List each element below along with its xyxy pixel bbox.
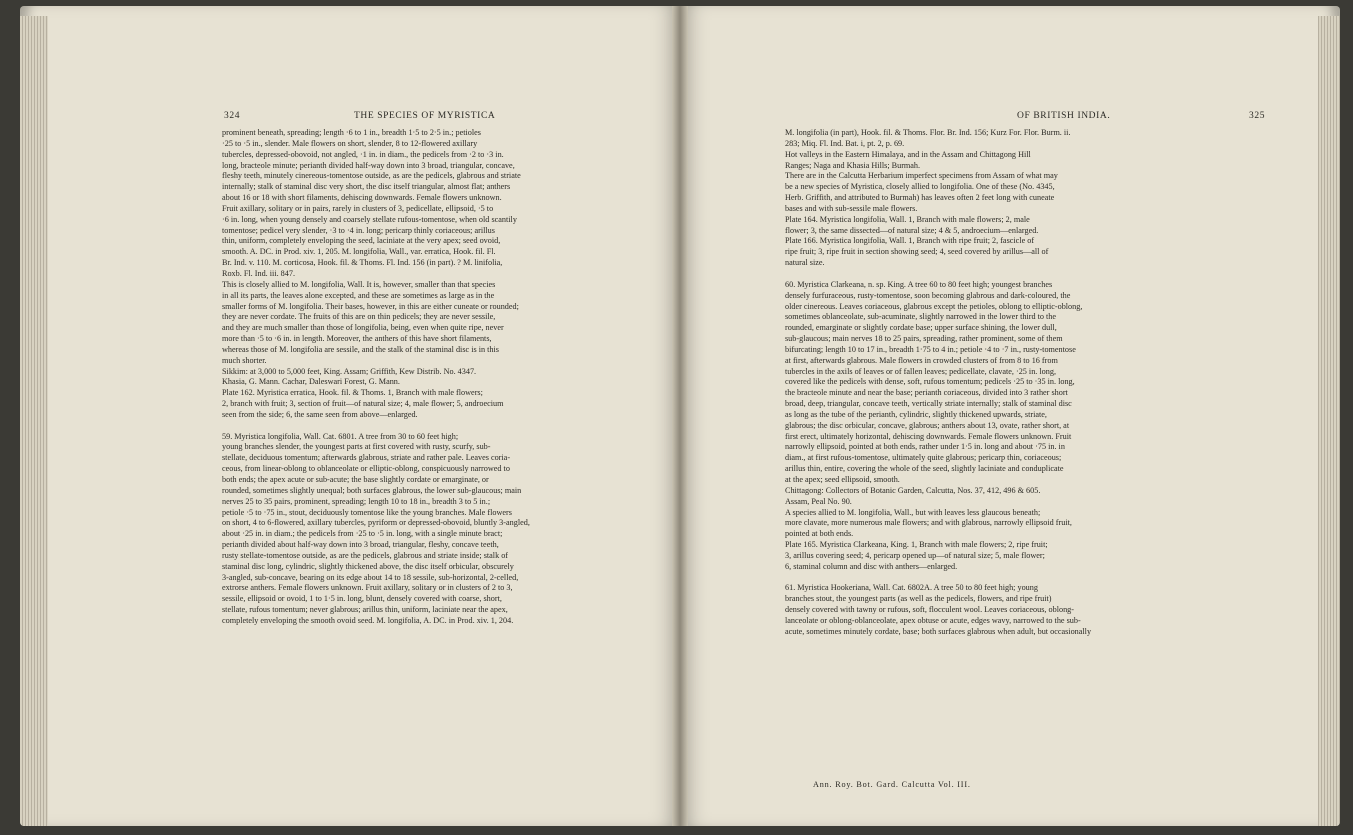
text-line: smaller forms of M. longifolia. Their bases, however, in this are either cuneate or rounded;: [222, 301, 519, 311]
text-line: staminal disc long, cylindric, slightly thickened above, the disc itself orbicular, obscurely: [222, 561, 514, 571]
text-line: both ends; the apex acute or sub-acute; the base slightly cordate or emarginate, or: [222, 475, 489, 484]
text-line: Hot valleys in the Eastern Himalaya, and in the Assam and Chittagong Hill: [785, 149, 1031, 159]
text-line: bifurcating; length 10 to 17 in., breadth 1·75 to 4 in.; petiole ·4 to ·7 in., rusty-tomentose: [785, 344, 1076, 354]
text-line: at the apex; seed ellipsoid, smooth.: [785, 475, 900, 484]
text-line: be a new species of Myristica, closely allied to longifolia. One of these (No. 4345,: [785, 182, 1055, 192]
text-line: Ranges; Naga and Khasia Hills; Burmah.: [785, 160, 921, 170]
text-line: bases and with sub-sessile male flowers.: [785, 203, 918, 213]
text-line: broad, deep, triangular, concave teeth, vertically striate internally; stalk of staminal disc: [785, 399, 1072, 409]
text-line: densely furfuraceous, rusty-tomentose, soon becoming glabrous and dark-coloured, the: [785, 290, 1071, 300]
text-line: rounded, emarginate or slightly cordate base; upper surface shining, the lower dull,: [785, 323, 1057, 333]
text-line: There are in the Calcutta Herbarium imperfect specimens from Assam of what may: [785, 171, 1058, 181]
text-line: nerves 25 to 35 pairs, prominent, spreading; length 10 to 18 in., breadth 3 to 5 in.;: [222, 496, 491, 506]
text-line: stellate, deciduous tomentum; afterwards glabrous, striate and rather pale. Leaves coria-: [222, 453, 511, 463]
text-line: at first, afterwards glabrous. Male flowers in crowded clusters of from 8 to 16 from: [785, 355, 1058, 365]
book-gutter: [672, 6, 688, 826]
text-line: natural size.: [785, 258, 825, 268]
text-line: internally; stalk of staminal disc very short, the disc itself triangular, almost flat; anthers: [222, 182, 511, 192]
text-line: narrowly ellipsoid, pointed at both ends, rather under 1·5 in. long and about ·75 in. in: [785, 442, 1065, 452]
text-line: tubercles, depressed-obovoid, not angled, ·1 in. in diam., the pedicels from ·2 to ·3 in.: [222, 149, 504, 159]
text-line: in all its parts, the leaves alone excepted, and these are sometimes as large as in the: [222, 290, 495, 300]
text-line: thin, uniform, completely enveloping the seed, laciniate at the very apex; seed ovoid,: [222, 236, 501, 246]
text-line: flower; 3, the same dissected—of natural size; 4 & 5, androecium—enlarged.: [785, 225, 1039, 235]
text-line: 2, branch with fruit; 3, section of fruit—of natural size; 4, male flower; 5, androecium: [222, 399, 504, 409]
text-line: whereas those of M. longifolia are sessile, and the stalk of the staminal disc is in this: [222, 344, 499, 354]
text-line: 59. Myristica longifolia, Wall. Cat. 6801. A tree from 30 to 60 feet high;: [222, 431, 459, 441]
text-line: about 16 or 18 with short filaments, dehiscing downwards. Female flowers unknown.: [222, 193, 502, 203]
left-page-edges: [20, 16, 48, 826]
text-line: Plate 164. Myristica longifolia, Wall. 1, Branch with male flowers; 2, male: [785, 214, 1030, 224]
text-line: densely covered with tawny or rufous, soft, flocculent wool. Leaves coriaceous, oblong-: [785, 605, 1074, 615]
text-line: fleshy teeth, minutely cinereous-tomentose outside, as are the pedicels, glabrous and striate: [222, 171, 521, 181]
text-line: older cinereous. Leaves coriaceous, glabrous except the petioles, oblong to elliptic-oblong,: [785, 301, 1083, 311]
right-running-title: OF BRITISH INDIA.: [1017, 111, 1111, 121]
text-line: [222, 421, 670, 432]
text-line: ceous, from linear-oblong to oblanceolate or elliptic-oblong, conspicuously narrowed to: [222, 464, 510, 474]
text-line: extrorse anthers. Female flowers unknown. Fruit axillary, solitary or in clusters of 2 to 3,: [222, 583, 513, 593]
text-line: stellate, rufous tomentum; never glabrous; arillus thin, uniform, laciniate near the apex,: [222, 605, 508, 615]
text-line: smooth. A. DC. in Prod. xiv. 1, 205. M. longifolia, Wall., var. erratica, Hook. fil. Fl.: [222, 247, 496, 257]
text-line: M. longifolia (in part), Hook. fil. & Thoms. Flor. Br. Ind. 156; Kurz For. Flor. Burm. ii.: [785, 128, 1071, 137]
text-line: rounded, sometimes slightly unequal; both surfaces glabrous, the lower sub-glaucous; main: [222, 485, 522, 495]
text-line: ·6 in. long, when young densely and coarsely stellate rufous-tomentose, when old scantily: [222, 214, 517, 224]
text-line: prominent beneath, spreading; length ·6 to 1 in., breadth 1·5 to 2·5 in.; petioles: [222, 128, 481, 137]
text-line: perianth divided about half-way down into 3 broad, triangular, fleshy, concave teeth,: [222, 540, 499, 550]
text-line: Plate 162. Myristica erratica, Hook. fil. & Thoms. 1, Branch with male flowers;: [222, 388, 483, 398]
text-line: sessile, ellipsoid or ovoid, 1 to 1·5 in. long, blunt, densely covered with coarse, short,: [222, 594, 502, 604]
text-line: Plate 165. Myristica Clarkeana, King. 1, Branch with male flowers; 2, ripe fruit;: [785, 540, 1048, 550]
text-line: 283; Miq. Fl. Ind. Bat. i, pt. 2, p. 69.: [785, 138, 905, 148]
left-running-title: THE SPECIES OF MYRISTICA: [354, 111, 496, 121]
text-line: acute, sometimes minutely cordate, base; both surfaces glabrous when adult, but occasionally: [785, 626, 1092, 636]
text-line: ripe fruit; 3, ripe fruit in section showing seed; 4, seed covered by arillus—all of: [785, 247, 1049, 257]
text-line: Herb. Griffith, and attributed to Burmah) has leaves often 2 feet long with cuneate: [785, 193, 1055, 203]
text-line: and they are much smaller than those of longifolia, being, even when quite ripe, never: [222, 323, 504, 333]
text-line: arillus thin, entire, covering the whole of the seed, slightly laciniate and conduplicate: [785, 464, 1064, 474]
text-line: more than ·5 to ·6 in. in length. Moreover, the anthers of this have short filaments,: [222, 334, 492, 344]
text-line: This is closely allied to M. longifolia, Wall. It is, however, smaller than that species: [222, 279, 496, 289]
text-line: Sikkim: at 3,000 to 5,000 feet, King. Assam; Griffith, Kew Distrib. No. 4347.: [222, 366, 477, 376]
text-line: first erect, ultimately horizontal, dehiscing downwards. Female flowers unknown. Fruit: [785, 431, 1072, 441]
left-page-number: 324: [224, 111, 241, 121]
text-line: 3, arillus covering seed; 4, pericarp opened up—of natural size; 5, male flower;: [785, 550, 1045, 560]
text-line: tomentose; pedicel very slender, ·3 to ·4 in. long; pericarp thinly coriaceous; arillus: [222, 225, 495, 235]
journal-footer: Ann. Roy. Bot. Gard. Calcutta Vol. III.: [813, 780, 971, 789]
text-line: [785, 573, 1269, 584]
text-line: about ·25 in. in diam.; the pedicels from ·25 to ·5 in. long, with a single minute bract;: [222, 529, 503, 539]
text-line: sometimes oblanceolate, sub-acuminate, slightly narrowed in the lower third to the: [785, 312, 1057, 322]
text-line: Plate 166. Myristica longifolia, Wall. 1, Branch with ripe fruit; 2, fascicle of: [785, 236, 1035, 246]
text-line: 61. Myristica Hookeriana, Wall. Cat. 6802A. A tree 50 to 80 feet high; young: [785, 583, 1038, 593]
text-line: long, bracteole minute; perianth divided half-way down into 3 broad, triangular, concave,: [222, 160, 515, 170]
text-line: rusty stellate-tomentose outside, as are the pedicels, glabrous and striate inside; stalk of: [222, 550, 509, 560]
text-line: completely enveloping the smooth ovoid seed. M. longifolia, A. DC. in Prod. xiv. 1, 204.: [222, 615, 514, 625]
text-line: tubercles in the axils of leaves or of fallen leaves; pedicellate, clavate, ·25 in. long,: [785, 366, 1056, 376]
text-line: more clavate, more numerous male flowers; and with glabrous, narrowly ellipsoid fruit,: [785, 518, 1072, 528]
text-line: much shorter.: [222, 355, 267, 365]
text-line: sub-glaucous; main nerves 18 to 25 pairs, spreading, rather prominent, some of them: [785, 334, 1063, 344]
right-page: [680, 6, 1340, 826]
left-page: [20, 6, 680, 826]
text-line: Fruit axillary, solitary or in pairs, rarely in clusters of 3, pedicellate, ellipsoid, ·5 to: [222, 203, 494, 213]
text-line: lanceolate or oblong-oblanceolate, apex obtuse or acute, edges wavy, narrowed to the sub-: [785, 615, 1081, 625]
text-line: Khasia, G. Mann. Cachar, Daleswari Forest, G. Mann.: [222, 377, 400, 387]
text-line: Chittagong: Collectors of Botanic Garden, Calcutta, Nos. 37, 412, 496 & 605.: [785, 485, 1041, 495]
text-line: they are never cordate. The fruits of this are on thin pedicels; they are never sessile,: [222, 312, 496, 322]
text-line: A species allied to M. longifolia, Wall., but with leaves less glaucous beneath;: [785, 507, 1041, 517]
text-line: branches stout, the youngest parts (as well as the pedicels, flowers, and ripe fruit): [785, 594, 1052, 604]
left-body-text: [222, 128, 670, 627]
text-line: 3-angled, sub-concave, bearing on its edge about 14 to 18 sessile, sub-horizontal, 2-celled,: [222, 572, 519, 582]
right-page-edges: [1318, 16, 1340, 826]
text-line: young branches slender, the youngest parts at first covered with rusty, scurfy, sub-: [222, 442, 491, 452]
text-line: the bracteole minute and near the base; perianth coriaceous, divided into 3 rather short: [785, 388, 1068, 398]
text-line: ·25 to ·5 in., slender. Male flowers on short, slender, 8 to 12-flowered axillary: [222, 138, 478, 148]
text-line: seen from the side; 6, the same seen from above—enlarged.: [222, 409, 418, 419]
text-line: 6, staminal column and disc with anthers—enlarged.: [785, 561, 958, 571]
text-line: Br. Ind. v. 110. M. corticosa, Hook. fil. & Thoms. Fl. Ind. 156 (in part). ? M. linifolia,: [222, 258, 503, 268]
text-line: [785, 269, 1269, 280]
right-page-number: 325: [1249, 111, 1266, 121]
text-line: covered like the pedicels with dense, soft, rufous tomentum; pedicels ·25 to ·35 in. long,: [785, 377, 1075, 387]
text-line: diam., at first rufous-tomentose, ultimately quite glabrous; pericarp thin, coriaceous;: [785, 453, 1062, 463]
text-line: Assam, Peal No. 90.: [785, 496, 852, 506]
text-line: petiole ·5 to ·75 in., stout, deciduously tomentose like the young branches. Male flowers: [222, 507, 512, 517]
text-line: on short, 4 to 6-flowered, axillary tubercles, pyriform or depressed-obovoid, bluntly 3-angled,: [222, 518, 530, 528]
text-line: glabrous; the disc orbicular, concave, glabrous; anthers about 13, ovate, rather short, at: [785, 420, 1070, 430]
text-line: pointed at both ends.: [785, 529, 854, 539]
text-line: 60. Myristica Clarkeana, n. sp. King. A tree 60 to 80 feet high; youngest branches: [785, 279, 1053, 289]
text-line: Roxb. Fl. Ind. iii. 847.: [222, 268, 296, 278]
text-line: as long as the tube of the perianth, cylindric, slightly thickened upwards, striate,: [785, 409, 1047, 419]
right-body-text: [785, 128, 1269, 638]
